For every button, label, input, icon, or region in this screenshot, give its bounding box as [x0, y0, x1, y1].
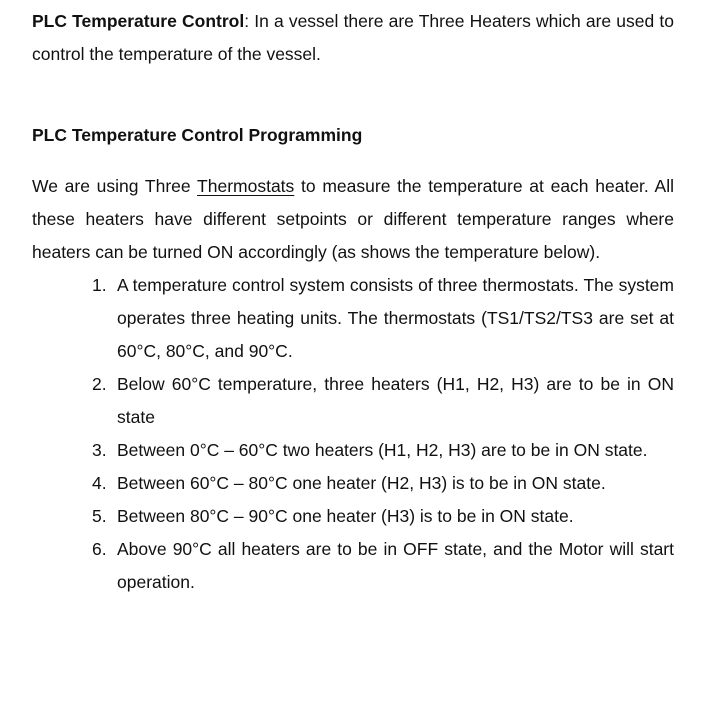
list-item-number: 6. — [92, 539, 107, 559]
list-item-number: 1. — [92, 275, 107, 295]
description-paragraph — [32, 170, 674, 269]
intro-paragraph — [32, 5, 674, 71]
list-item — [32, 467, 674, 500]
list-item — [32, 500, 674, 533]
section-heading: PLC Temperature Control Programming — [32, 125, 363, 145]
list-item-number: 5. — [92, 506, 107, 526]
list-item-text: Above 90°C all heaters are to be in OFF state, and the Motor will start operation. — [117, 539, 674, 592]
list-item — [32, 434, 674, 467]
list-item-text: Between 80°C – 90°C one heater (H3) is to be in ON state. — [117, 506, 574, 526]
intro-text: : In a vessel there are Three Heaters which are used to control the temperature of the vessel. — [32, 11, 674, 64]
description-text-before: We are using Three — [32, 176, 198, 196]
list-item-number: 4. — [92, 473, 107, 493]
list-item-text: Between 60°C – 80°C one heater (H2, H3) is to be in ON state. — [117, 473, 606, 493]
list-item-number: 3. — [92, 440, 107, 460]
intro-title: PLC Temperature Control — [32, 11, 245, 31]
list-item-text: Between 0°C – 60°C two heaters (H1, H2, H3) are to be in ON state. — [117, 440, 648, 460]
list-item — [32, 368, 674, 434]
description-text-after: to measure the temperature at each heater. All these heaters have different setpoints or different temperature ranges where heaters can be turned ON accordingly (as shows the temperature below). — [32, 176, 674, 262]
requirements-list — [32, 269, 674, 599]
list-item — [32, 533, 674, 599]
list-item — [32, 269, 674, 368]
list-item-text: Below 60°C temperature, three heaters (H1, H2, H3) are to be in ON state — [117, 374, 674, 427]
list-item-number: 2. — [92, 374, 107, 394]
thermostats-link[interactable]: Thermostats — [197, 176, 295, 196]
list-item-text: A temperature control system consists of three thermostats. The system operates three heating units. The thermostats (TS1/TS2/TS3 are set at 60°C, 80°C, and 90°C. — [117, 275, 674, 361]
